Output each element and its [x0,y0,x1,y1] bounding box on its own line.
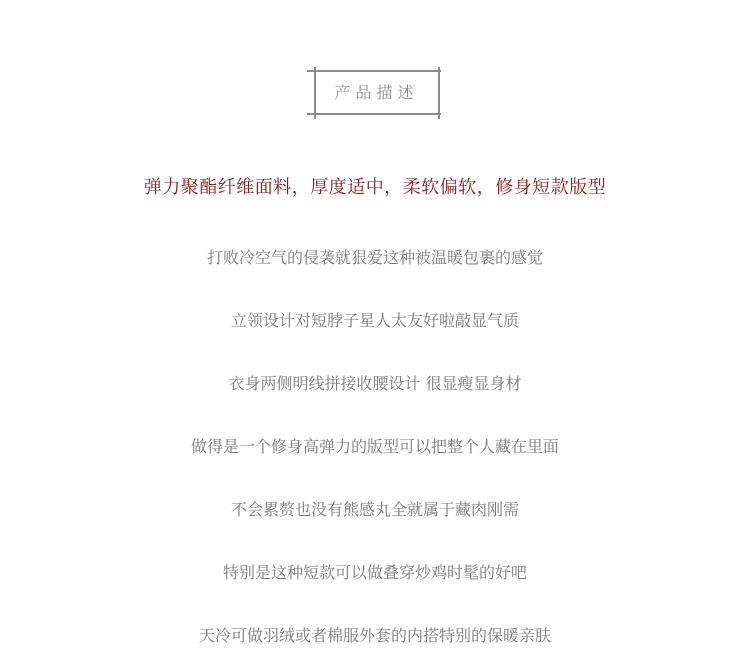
feature-item: 做得是一个修身高弹力的版型可以把整个人藏在里面 [190,437,559,456]
section-title: 产品描述 [334,83,419,102]
product-headline: 弹力聚酯纤维面料，厚度适中，柔软偏软，修身短款版型 [143,177,607,198]
feature-item: 天冷可做羽绒或者棉服外套的内搭特别的保暖亲肤 [198,626,551,645]
feature-item: 特别是这种短款可以做叠穿炒鸡时髦的好吧 [222,563,527,582]
section-title-frame [307,70,441,116]
feature-item: 衣身两侧明线拼接收腰设计 很显瘦显身材 [228,374,522,393]
feature-item: 不会累赘也没有熊感丸全就属于藏肉刚需 [230,500,519,519]
feature-item: 打败冷空气的侵袭就狠爱这种被温暖包裹的感觉 [206,248,543,267]
feature-item: 立领设计对短脖子星人太友好啦敲显气质 [230,311,519,330]
